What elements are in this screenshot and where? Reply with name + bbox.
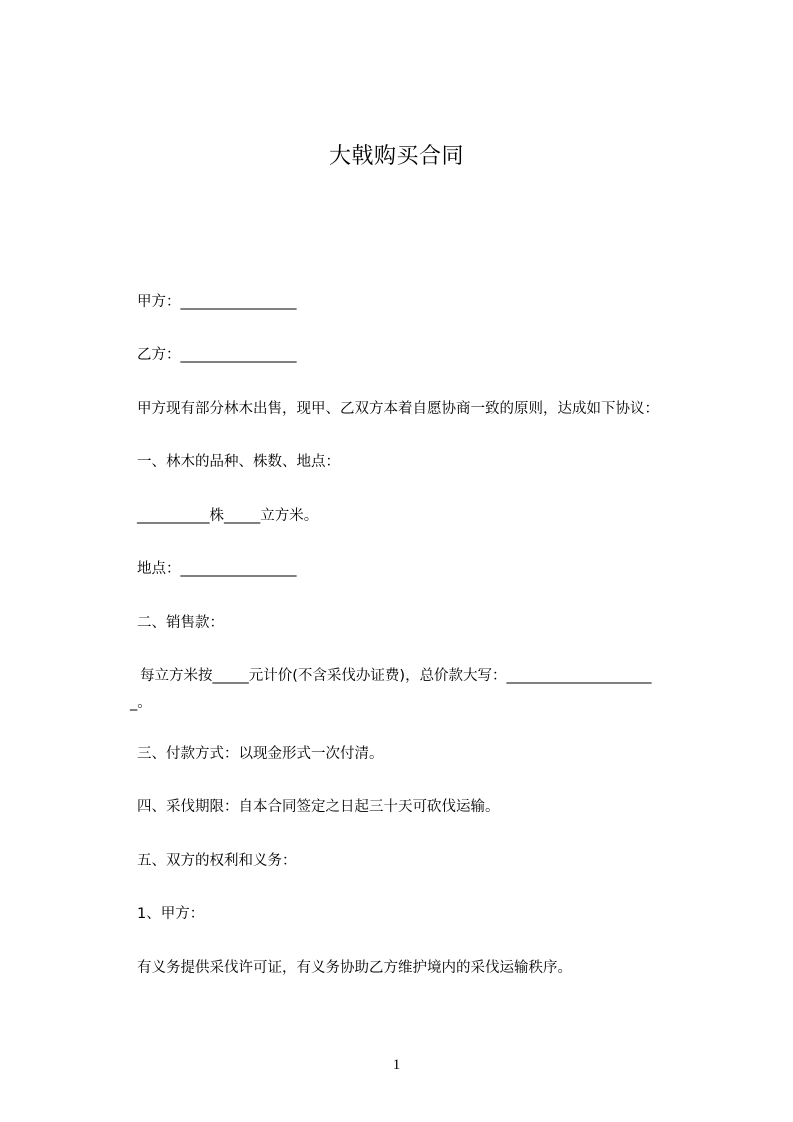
quantity-line: __________株_____立方米。 <box>137 508 319 524</box>
party-a-line: 甲方：________________ <box>137 294 297 310</box>
section-2-heading: 二、销售款： <box>137 615 224 631</box>
location-line: 地点：________________ <box>137 561 297 577</box>
party-a-obligations: 有义务提供采伐许可证，有义务协助乙方维护境内的采伐运输秩序。 <box>137 960 572 976</box>
section-1-heading: 一、林木的品种、株数、地点： <box>137 454 340 470</box>
party-b-line: 乙方：________________ <box>137 347 297 363</box>
price-line: 每立方米按_____元计价(不含采伐办证费)，总价款大写：____________________ <box>140 668 652 684</box>
document-title: 大戟购买合同 <box>328 144 464 169</box>
page-number: 1 <box>392 1057 401 1073</box>
section-4-period: 四、采伐期限：自本合同签定之日起三十天可砍伐运输。 <box>137 799 500 815</box>
intro-paragraph: 甲方现有部分林木出售，现甲、乙双方本着自愿协商一致的原则，达成如下协议： <box>137 401 659 417</box>
section-5-heading: 五、双方的权利和义务： <box>137 853 297 869</box>
price-line-continuation: _。 <box>130 695 152 711</box>
section-3-payment: 三、付款方式：以现金形式一次付清。 <box>137 746 384 762</box>
party-a-subheading: 1、甲方： <box>137 906 205 922</box>
